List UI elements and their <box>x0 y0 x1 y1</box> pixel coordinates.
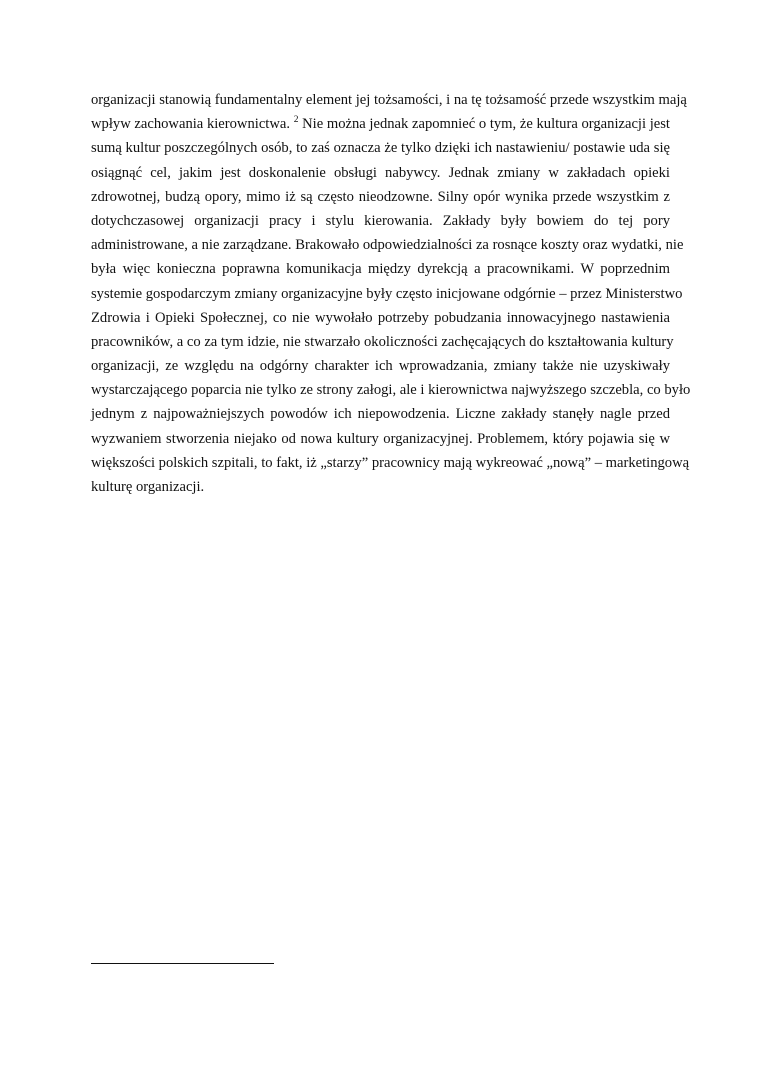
text-line: Zdrowia i Opieki Społecznej, co nie wywołało potrzeby pobudzania innowacyjnego nastawienia <box>91 309 670 326</box>
text-line: administrowane, a nie zarządzane. Brakowało odpowiedzialności za rosnące koszty oraz wydatki, nie <box>91 237 684 254</box>
text-line: większości polskich szpitali, to fakt, iż „starzy” pracownicy mają wykreować „nową” – marketingową <box>91 454 690 471</box>
body-paragraph <box>91 88 691 499</box>
text-line: dotychczasowej organizacji pracy i stylu kierowania. Zakłady były bowiem do tej pory <box>91 212 670 229</box>
text-line: zdrowotnej, budzą opory, mimo iż są często nieodzowne. Silny opór wynika przede wszystkim z <box>91 188 670 205</box>
text-line: organizacji stanowią fundamentalny element jej tożsamości, i na tę tożsamość przede wszystkim mają <box>91 92 687 108</box>
footnote-separator <box>91 963 274 964</box>
text-line: wystarczającego poparcia nie tylko ze strony załogi, ale i kierownictwa najwyższego szczebla, co było <box>91 382 691 399</box>
text-line: była więc konieczna poprawna komunikacja między dyrekcją a pracownikami. W poprzednim <box>91 261 670 278</box>
text-line-with-footnote <box>91 112 670 136</box>
text-line: wyzwaniem stworzenia niejako od nowa kultury organizacyjnej. Problemem, który pojawia się w <box>91 430 670 447</box>
text-line: systemie gospodarczym zmiany organizacyjne były często inicjowane odgórnie – przez Ministerstwo <box>91 285 683 302</box>
text-line: pracowników, a co za tym idzie, nie stwarzało okoliczności zachęcających do kształtowania kultury <box>91 333 674 350</box>
footnote-reference[interactable]: 2 <box>293 115 299 126</box>
text-line: osiągnąć cel, jakim jest doskonalenie obsługi nabywcy. Jednak zmiany w zakładach opieki <box>91 164 670 181</box>
text-segment: Nie można jednak zapomnieć o tym, że kultura organizacji jest <box>298 116 670 133</box>
text-segment: wpływ zachowania kierownictwa. <box>91 116 294 133</box>
text-line: organizacji, ze względu na odgórny charakter ich wprowadzania, zmiany także nie uzyskiwały <box>91 358 670 375</box>
text-line-last: kulturę organizacji. <box>91 479 205 495</box>
text-line: jednym z najpoważniejszych powodów ich niepowodzenia. Liczne zakłady stanęły nagle przed <box>91 406 670 423</box>
text-line: sumą kultur poszczególnych osób, to zaś oznacza że tylko dzięki ich nastawieniu/ postawie uda się <box>91 140 670 157</box>
